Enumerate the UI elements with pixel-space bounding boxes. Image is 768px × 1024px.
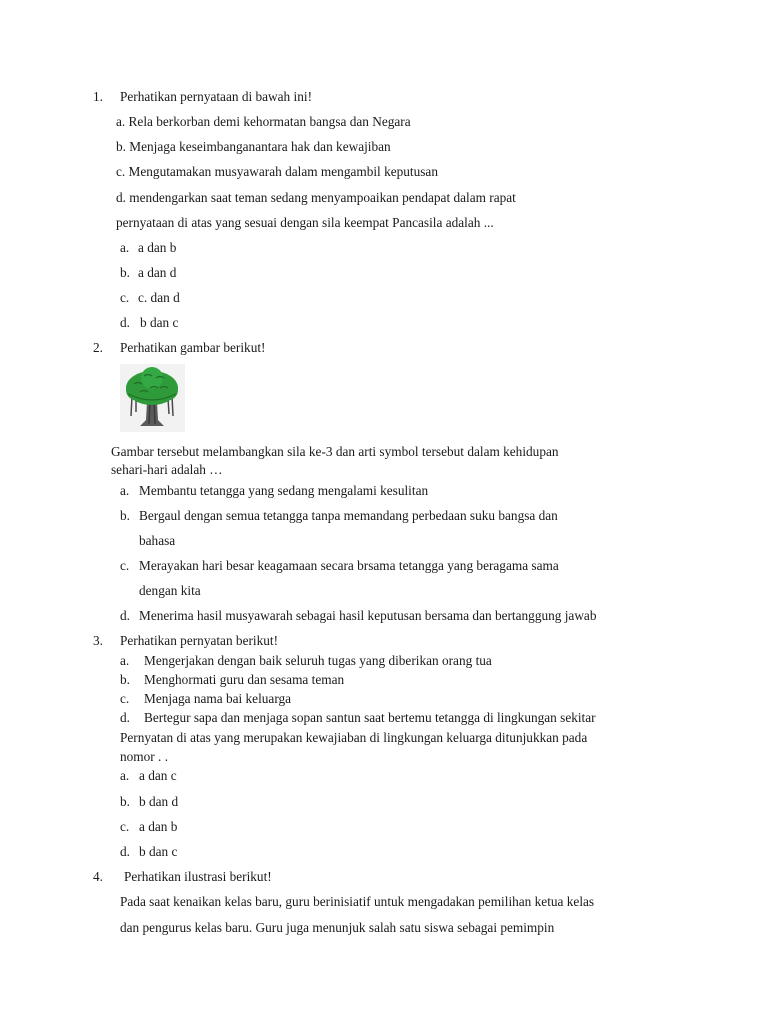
q2-question-line2: sehari-hari adalah … (111, 462, 223, 477)
q2-option-a: Membantu tetangga yang sedang mengalami kesulitan (139, 483, 429, 498)
q3-statement-a: Mengerjakan dengan baik seluruh tugas yang diberikan orang tua (144, 653, 492, 668)
q2-option-a-letter: a. (120, 483, 130, 498)
q3-option-c-letter: c. (120, 819, 130, 834)
q3-statement-c-letter: c. (120, 691, 130, 706)
q1-statement-d: d. mendengarkan saat teman sedang menyampoaikan pendapat dalam rapat (116, 190, 516, 205)
q1-option-b-letter: b. (120, 265, 130, 280)
q2-option-c: Merayakan hari besar keagamaan secara brsama tetangga yang beragama sama (139, 558, 559, 573)
q4-line1: Pada saat kenaikan kelas baru, guru berinisiatif untuk mengadakan pemilihan ketua kelas (120, 894, 595, 909)
q1-statement-b: b. Menjaga keseimbanganantara hak dan kewajiban (116, 139, 391, 154)
q2-number: 2. (93, 340, 103, 355)
q1-statement-a: a. Rela berkorban demi kehormatan bangsa dan Negara (116, 114, 411, 129)
q3-statement-d: Bertegur sapa dan menjaga sopan santun saat bertemu tetangga di lingkungan sekitar (144, 710, 596, 725)
q4-number: 4. (93, 869, 103, 884)
q4-line2: dan pengurus kelas baru. Guru juga menunjuk salah satu siswa sebagai pemimpin (120, 920, 555, 935)
q2-option-d: Menerima hasil musyawarah sebagai hasil keputusan bersama dan bertanggung jawab (139, 608, 597, 623)
q3-option-d: b dan c (139, 844, 178, 859)
q3-option-b: b dan d (139, 794, 179, 809)
q3-statement-b: Menghormati guru dan sesama teman (144, 672, 345, 687)
q1-question: pernyataan di atas yang sesuai dengan sila keempat Pancasila adalah ... (116, 215, 494, 230)
q2-option-b-cont: bahasa (139, 533, 176, 548)
banyan-tree-icon (120, 364, 185, 432)
q3-statement-a-letter: a. (120, 653, 130, 668)
q1-option-d: b dan c (140, 315, 179, 330)
q3-question-line1: Pernyatan di atas yang merupakan kewajiaban di lingkungan keluarga ditunjukkan pada (120, 730, 588, 745)
q1-option-a-letter: a. (120, 240, 130, 255)
q2-prompt: Perhatikan gambar berikut! (120, 340, 266, 355)
q3-statement-b-letter: b. (120, 672, 130, 687)
q3-option-b-letter: b. (120, 794, 130, 809)
q2-option-c-letter: c. (120, 558, 130, 573)
q2-option-b: Bergaul dengan semua tetangga tanpa memandang perbedaan suku bangsa dan (139, 508, 558, 523)
q1-option-d-letter: d. (120, 315, 130, 330)
q1-option-a: a dan b (138, 240, 177, 255)
q1-number: 1. (93, 89, 103, 104)
q3-option-a: a dan c (139, 768, 177, 783)
q1-statement-c: c. Mengutamakan musyawarah dalam mengambil keputusan (116, 164, 438, 179)
q2-option-b-letter: b. (120, 508, 130, 523)
q3-prompt: Perhatikan pernyatan berikut! (120, 633, 279, 648)
q1-prompt: Perhatikan pernyataan di bawah ini! (120, 89, 312, 104)
q1-option-c-letter: c. (120, 290, 130, 305)
q3-number: 3. (93, 633, 103, 648)
q1-option-c: c. dan d (138, 290, 180, 305)
q2-question-line1: Gambar tersebut melambangkan sila ke-3 dan arti symbol tersebut dalam kehidupan (111, 444, 559, 459)
q3-option-d-letter: d. (120, 844, 130, 859)
q3-statement-d-letter: d. (120, 710, 130, 725)
q3-option-c: a dan b (139, 819, 178, 834)
q3-option-a-letter: a. (120, 768, 130, 783)
q2-option-d-letter: d. (120, 608, 130, 623)
q1-option-b: a dan d (138, 265, 177, 280)
q3-statement-c: Menjaga nama bai keluarga (144, 691, 292, 706)
q2-option-c-cont: dengan kita (139, 583, 201, 598)
q3-question-line2: nomor . . (120, 749, 169, 764)
q4-prompt: Perhatikan ilustrasi berikut! (124, 869, 272, 884)
